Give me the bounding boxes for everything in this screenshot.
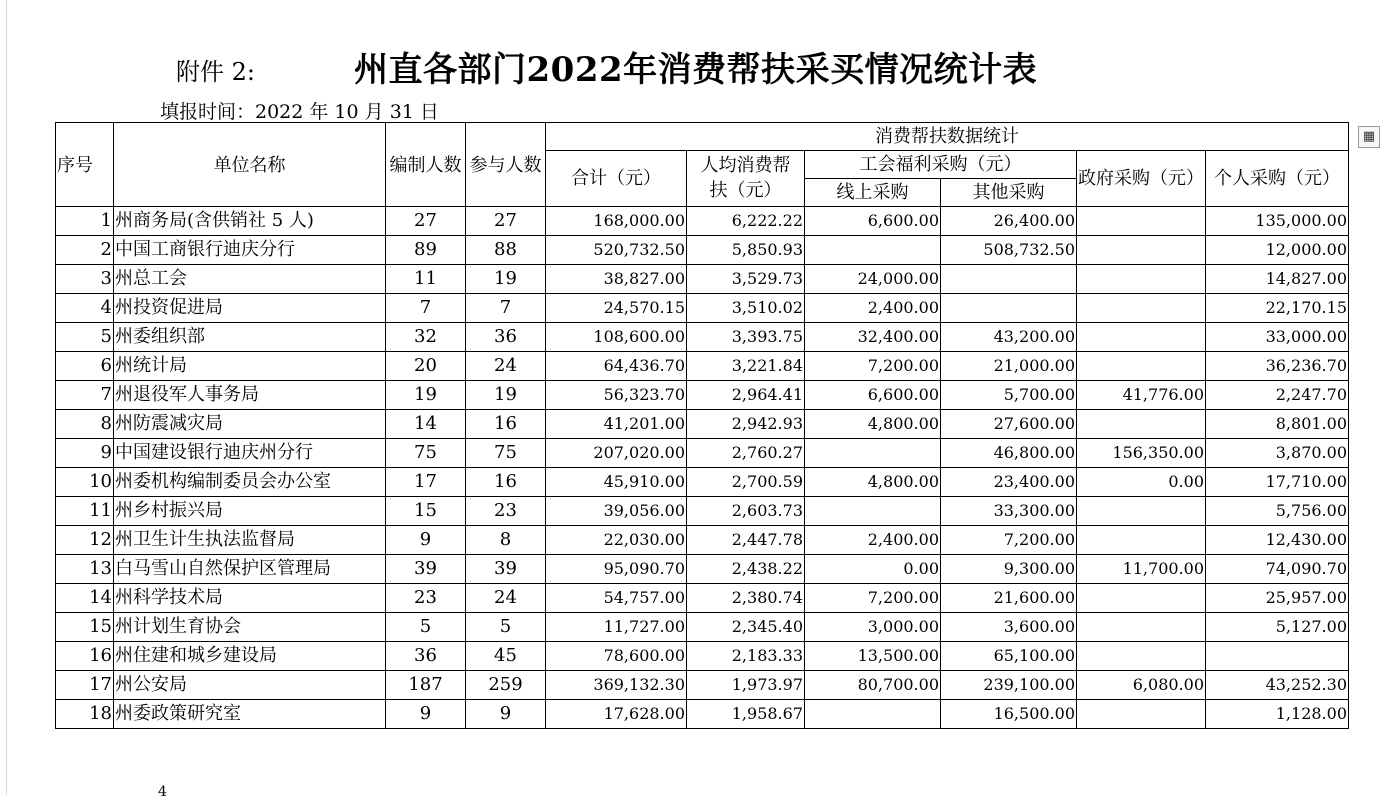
- cell-participants: 75: [466, 439, 546, 468]
- cell-total: 24,570.15: [546, 294, 687, 323]
- cell-staff: 17: [386, 468, 466, 497]
- cell-unit: 州商务局(含供销社 5 人): [114, 207, 386, 236]
- cell-other: 239,100.00: [941, 671, 1077, 700]
- cell-staff: 27: [386, 207, 466, 236]
- cell-online: 4,800.00: [805, 410, 941, 439]
- cell-staff: 36: [386, 642, 466, 671]
- table-row: [56, 468, 1349, 497]
- cell-online: 4,800.00: [805, 468, 941, 497]
- cell-unit: 中国建设银行迪庆州分行: [114, 439, 386, 468]
- header-gov: 政府采购（元）: [1077, 151, 1206, 207]
- cell-staff: 89: [386, 236, 466, 265]
- cell-gov: 0.00: [1077, 468, 1206, 497]
- cell-gov: 156,350.00: [1077, 439, 1206, 468]
- cell-seq: 18: [56, 700, 114, 729]
- cell-other: 16,500.00: [941, 700, 1077, 729]
- cell-personal: 3,870.00: [1206, 439, 1349, 468]
- cell-gov: [1077, 265, 1206, 294]
- cell-total: 22,030.00: [546, 526, 687, 555]
- header-union: 工会福利采购（元）: [805, 151, 1077, 179]
- statistics-table: [55, 122, 1349, 729]
- cell-staff: 5: [386, 613, 466, 642]
- cell-unit: 州委机构编制委员会办公室: [114, 468, 386, 497]
- cell-other: [941, 294, 1077, 323]
- cell-participants: 24: [466, 584, 546, 613]
- header-participants: 参与人数: [466, 123, 546, 207]
- cell-staff: 9: [386, 700, 466, 729]
- cell-staff: 15: [386, 497, 466, 526]
- cell-online: 2,400.00: [805, 526, 941, 555]
- cell-total: 11,727.00: [546, 613, 687, 642]
- cell-seq: 15: [56, 613, 114, 642]
- cell-total: 17,628.00: [546, 700, 687, 729]
- table-row: [56, 410, 1349, 439]
- cell-online: [805, 236, 941, 265]
- table-row: [56, 265, 1349, 294]
- cell-seq: 7: [56, 381, 114, 410]
- cell-staff: 75: [386, 439, 466, 468]
- table-format-icon[interactable]: ▦: [1358, 126, 1380, 148]
- cell-online: 7,200.00: [805, 584, 941, 613]
- page-left-border: [6, 0, 7, 795]
- cell-other: 33,300.00: [941, 497, 1077, 526]
- cell-seq: 14: [56, 584, 114, 613]
- header-personal: 个人采购（元）: [1206, 151, 1349, 207]
- cell-online: 32,400.00: [805, 323, 941, 352]
- cell-personal: 36,236.70: [1206, 352, 1349, 381]
- cell-participants: 88: [466, 236, 546, 265]
- cell-staff: 14: [386, 410, 466, 439]
- cell-seq: 2: [56, 236, 114, 265]
- cell-total: 369,132.30: [546, 671, 687, 700]
- cell-gov: [1077, 294, 1206, 323]
- cell-total: 108,600.00: [546, 323, 687, 352]
- header-online: 线上采购: [805, 179, 941, 207]
- cell-online: 7,200.00: [805, 352, 941, 381]
- table-row: [56, 700, 1349, 729]
- cell-other: 26,400.00: [941, 207, 1077, 236]
- cell-gov: [1077, 410, 1206, 439]
- cell-unit: 州防震减灾局: [114, 410, 386, 439]
- cell-per-capita: 2,183.33: [687, 642, 805, 671]
- cell-per-capita: 3,529.73: [687, 265, 805, 294]
- cell-per-capita: 2,964.41: [687, 381, 805, 410]
- cell-staff: 7: [386, 294, 466, 323]
- cell-online: 6,600.00: [805, 381, 941, 410]
- header-group: 消费帮扶数据统计: [546, 123, 1349, 151]
- header-other: 其他采购: [941, 179, 1077, 207]
- cell-other: 65,100.00: [941, 642, 1077, 671]
- table-row: [56, 381, 1349, 410]
- cell-staff: 187: [386, 671, 466, 700]
- cell-total: 54,757.00: [546, 584, 687, 613]
- cell-participants: 39: [466, 555, 546, 584]
- cell-other: 27,600.00: [941, 410, 1077, 439]
- cell-per-capita: 2,447.78: [687, 526, 805, 555]
- cell-per-capita: 3,510.02: [687, 294, 805, 323]
- cell-unit: 州乡村振兴局: [114, 497, 386, 526]
- cell-online: 6,600.00: [805, 207, 941, 236]
- cell-seq: 3: [56, 265, 114, 294]
- cell-participants: 16: [466, 468, 546, 497]
- cell-gov: [1077, 323, 1206, 352]
- cell-participants: 36: [466, 323, 546, 352]
- cell-gov: [1077, 584, 1206, 613]
- cell-online: [805, 700, 941, 729]
- cell-seq: 6: [56, 352, 114, 381]
- cell-online: 0.00: [805, 555, 941, 584]
- header-per-capita-line1: 人均消费帮: [700, 155, 791, 177]
- cell-per-capita: 2,380.74: [687, 584, 805, 613]
- cell-participants: 5: [466, 613, 546, 642]
- cell-online: [805, 439, 941, 468]
- cell-per-capita: 1,973.97: [687, 671, 805, 700]
- cell-personal: 43,252.30: [1206, 671, 1349, 700]
- cell-personal: 5,127.00: [1206, 613, 1349, 642]
- cell-unit: 州科学技术局: [114, 584, 386, 613]
- cell-participants: 23: [466, 497, 546, 526]
- cell-online: [805, 497, 941, 526]
- table-row: [56, 584, 1349, 613]
- header-seq: 序号: [56, 123, 114, 207]
- cell-total: 56,323.70: [546, 381, 687, 410]
- header-per-capita-line2: 扶（元）: [709, 179, 782, 201]
- cell-personal: 14,827.00: [1206, 265, 1349, 294]
- cell-seq: 4: [56, 294, 114, 323]
- cell-unit: 州退役军人事务局: [114, 381, 386, 410]
- cell-unit: 州委组织部: [114, 323, 386, 352]
- cell-personal: 12,430.00: [1206, 526, 1349, 555]
- cell-seq: 1: [56, 207, 114, 236]
- cell-gov: 11,700.00: [1077, 555, 1206, 584]
- table-row: [56, 642, 1349, 671]
- cell-gov: [1077, 352, 1206, 381]
- table-row: [56, 439, 1349, 468]
- cell-total: 78,600.00: [546, 642, 687, 671]
- cell-personal: 8,801.00: [1206, 410, 1349, 439]
- table-row: [56, 555, 1349, 584]
- table-row: [56, 352, 1349, 381]
- cell-seq: 5: [56, 323, 114, 352]
- cell-total: 168,000.00: [546, 207, 687, 236]
- table-body: [56, 207, 1349, 729]
- cell-participants: 19: [466, 381, 546, 410]
- cell-per-capita: 5,850.93: [687, 236, 805, 265]
- cell-participants: 19: [466, 265, 546, 294]
- cell-personal: 33,000.00: [1206, 323, 1349, 352]
- cell-per-capita: 3,221.84: [687, 352, 805, 381]
- cell-personal: 5,756.00: [1206, 497, 1349, 526]
- cell-participants: 27: [466, 207, 546, 236]
- cell-online: 2,400.00: [805, 294, 941, 323]
- cell-gov: 41,776.00: [1077, 381, 1206, 410]
- cell-personal: 135,000.00: [1206, 207, 1349, 236]
- cell-other: 21,000.00: [941, 352, 1077, 381]
- table-row: [56, 207, 1349, 236]
- cell-per-capita: 2,700.59: [687, 468, 805, 497]
- cell-per-capita: 2,345.40: [687, 613, 805, 642]
- cell-other: 7,200.00: [941, 526, 1077, 555]
- cell-seq: 11: [56, 497, 114, 526]
- cell-participants: 259: [466, 671, 546, 700]
- cell-personal: 17,710.00: [1206, 468, 1349, 497]
- cell-other: 5,700.00: [941, 381, 1077, 410]
- cell-other: 43,200.00: [941, 323, 1077, 352]
- cell-gov: 6,080.00: [1077, 671, 1206, 700]
- cell-unit: 白马雪山自然保护区管理局: [114, 555, 386, 584]
- cell-seq: 12: [56, 526, 114, 555]
- cell-total: 38,827.00: [546, 265, 687, 294]
- cell-participants: 9: [466, 700, 546, 729]
- cell-gov: [1077, 236, 1206, 265]
- cell-gov: [1077, 613, 1206, 642]
- cell-staff: 32: [386, 323, 466, 352]
- table-row: [56, 526, 1349, 555]
- table-row: [56, 323, 1349, 352]
- cell-personal: [1206, 642, 1349, 671]
- cell-staff: 19: [386, 381, 466, 410]
- cell-other: 23,400.00: [941, 468, 1077, 497]
- cell-gov: [1077, 207, 1206, 236]
- cell-per-capita: 3,393.75: [687, 323, 805, 352]
- cell-per-capita: 6,222.22: [687, 207, 805, 236]
- cell-unit: 州公安局: [114, 671, 386, 700]
- cell-staff: 9: [386, 526, 466, 555]
- cell-total: 95,090.70: [546, 555, 687, 584]
- page-title: 州直各部门2022年消费帮扶采买情况统计表: [354, 50, 1038, 90]
- cell-gov: [1077, 642, 1206, 671]
- fill-date: 填报时间：2022 年 10 月 31 日: [160, 101, 439, 123]
- annex-label: 附件 2:: [176, 58, 255, 86]
- header-unit: 单位名称: [114, 123, 386, 207]
- cell-staff: 11: [386, 265, 466, 294]
- cell-staff: 23: [386, 584, 466, 613]
- cell-unit: 州委政策研究室: [114, 700, 386, 729]
- cell-online: 24,000.00: [805, 265, 941, 294]
- cell-other: 21,600.00: [941, 584, 1077, 613]
- cell-staff: 39: [386, 555, 466, 584]
- cell-gov: [1077, 497, 1206, 526]
- table-row: [56, 236, 1349, 265]
- cell-seq: 13: [56, 555, 114, 584]
- cell-gov: [1077, 526, 1206, 555]
- cell-seq: 17: [56, 671, 114, 700]
- cell-participants: 24: [466, 352, 546, 381]
- cell-personal: 12,000.00: [1206, 236, 1349, 265]
- cell-per-capita: 2,942.93: [687, 410, 805, 439]
- cell-unit: 州投资促进局: [114, 294, 386, 323]
- cell-personal: 2,247.70: [1206, 381, 1349, 410]
- table-row: [56, 294, 1349, 323]
- cell-unit: 中国工商银行迪庆分行: [114, 236, 386, 265]
- cell-total: 207,020.00: [546, 439, 687, 468]
- cell-participants: 16: [466, 410, 546, 439]
- cell-participants: 8: [466, 526, 546, 555]
- cell-personal: 25,957.00: [1206, 584, 1349, 613]
- cell-other: 46,800.00: [941, 439, 1077, 468]
- cell-other: 9,300.00: [941, 555, 1077, 584]
- cell-seq: 9: [56, 439, 114, 468]
- cell-per-capita: 1,958.67: [687, 700, 805, 729]
- footer-mark: 4: [158, 784, 167, 800]
- cell-participants: 45: [466, 642, 546, 671]
- cell-gov: [1077, 700, 1206, 729]
- cell-total: 64,436.70: [546, 352, 687, 381]
- table-row: [56, 497, 1349, 526]
- cell-unit: 州住建和城乡建设局: [114, 642, 386, 671]
- cell-seq: 10: [56, 468, 114, 497]
- cell-per-capita: 2,760.27: [687, 439, 805, 468]
- cell-other: 508,732.50: [941, 236, 1077, 265]
- cell-online: 80,700.00: [805, 671, 941, 700]
- cell-total: 41,201.00: [546, 410, 687, 439]
- cell-other: 3,600.00: [941, 613, 1077, 642]
- cell-unit: 州统计局: [114, 352, 386, 381]
- cell-unit: 州卫生计生执法监督局: [114, 526, 386, 555]
- table-row: [56, 671, 1349, 700]
- cell-total: 520,732.50: [546, 236, 687, 265]
- cell-online: 3,000.00: [805, 613, 941, 642]
- cell-per-capita: 2,603.73: [687, 497, 805, 526]
- cell-seq: 16: [56, 642, 114, 671]
- cell-other: [941, 265, 1077, 294]
- cell-total: 39,056.00: [546, 497, 687, 526]
- cell-unit: 州计划生育协会: [114, 613, 386, 642]
- cell-online: 13,500.00: [805, 642, 941, 671]
- header-staff: 编制人数: [386, 123, 466, 207]
- cell-personal: 22,170.15: [1206, 294, 1349, 323]
- table-row: [56, 613, 1349, 642]
- cell-total: 45,910.00: [546, 468, 687, 497]
- cell-staff: 20: [386, 352, 466, 381]
- cell-personal: 74,090.70: [1206, 555, 1349, 584]
- cell-per-capita: 2,438.22: [687, 555, 805, 584]
- cell-personal: 1,128.00: [1206, 700, 1349, 729]
- cell-seq: 8: [56, 410, 114, 439]
- header-per-capita: [687, 151, 805, 207]
- header-total: 合计（元）: [546, 151, 687, 207]
- cell-participants: 7: [466, 294, 546, 323]
- cell-unit: 州总工会: [114, 265, 386, 294]
